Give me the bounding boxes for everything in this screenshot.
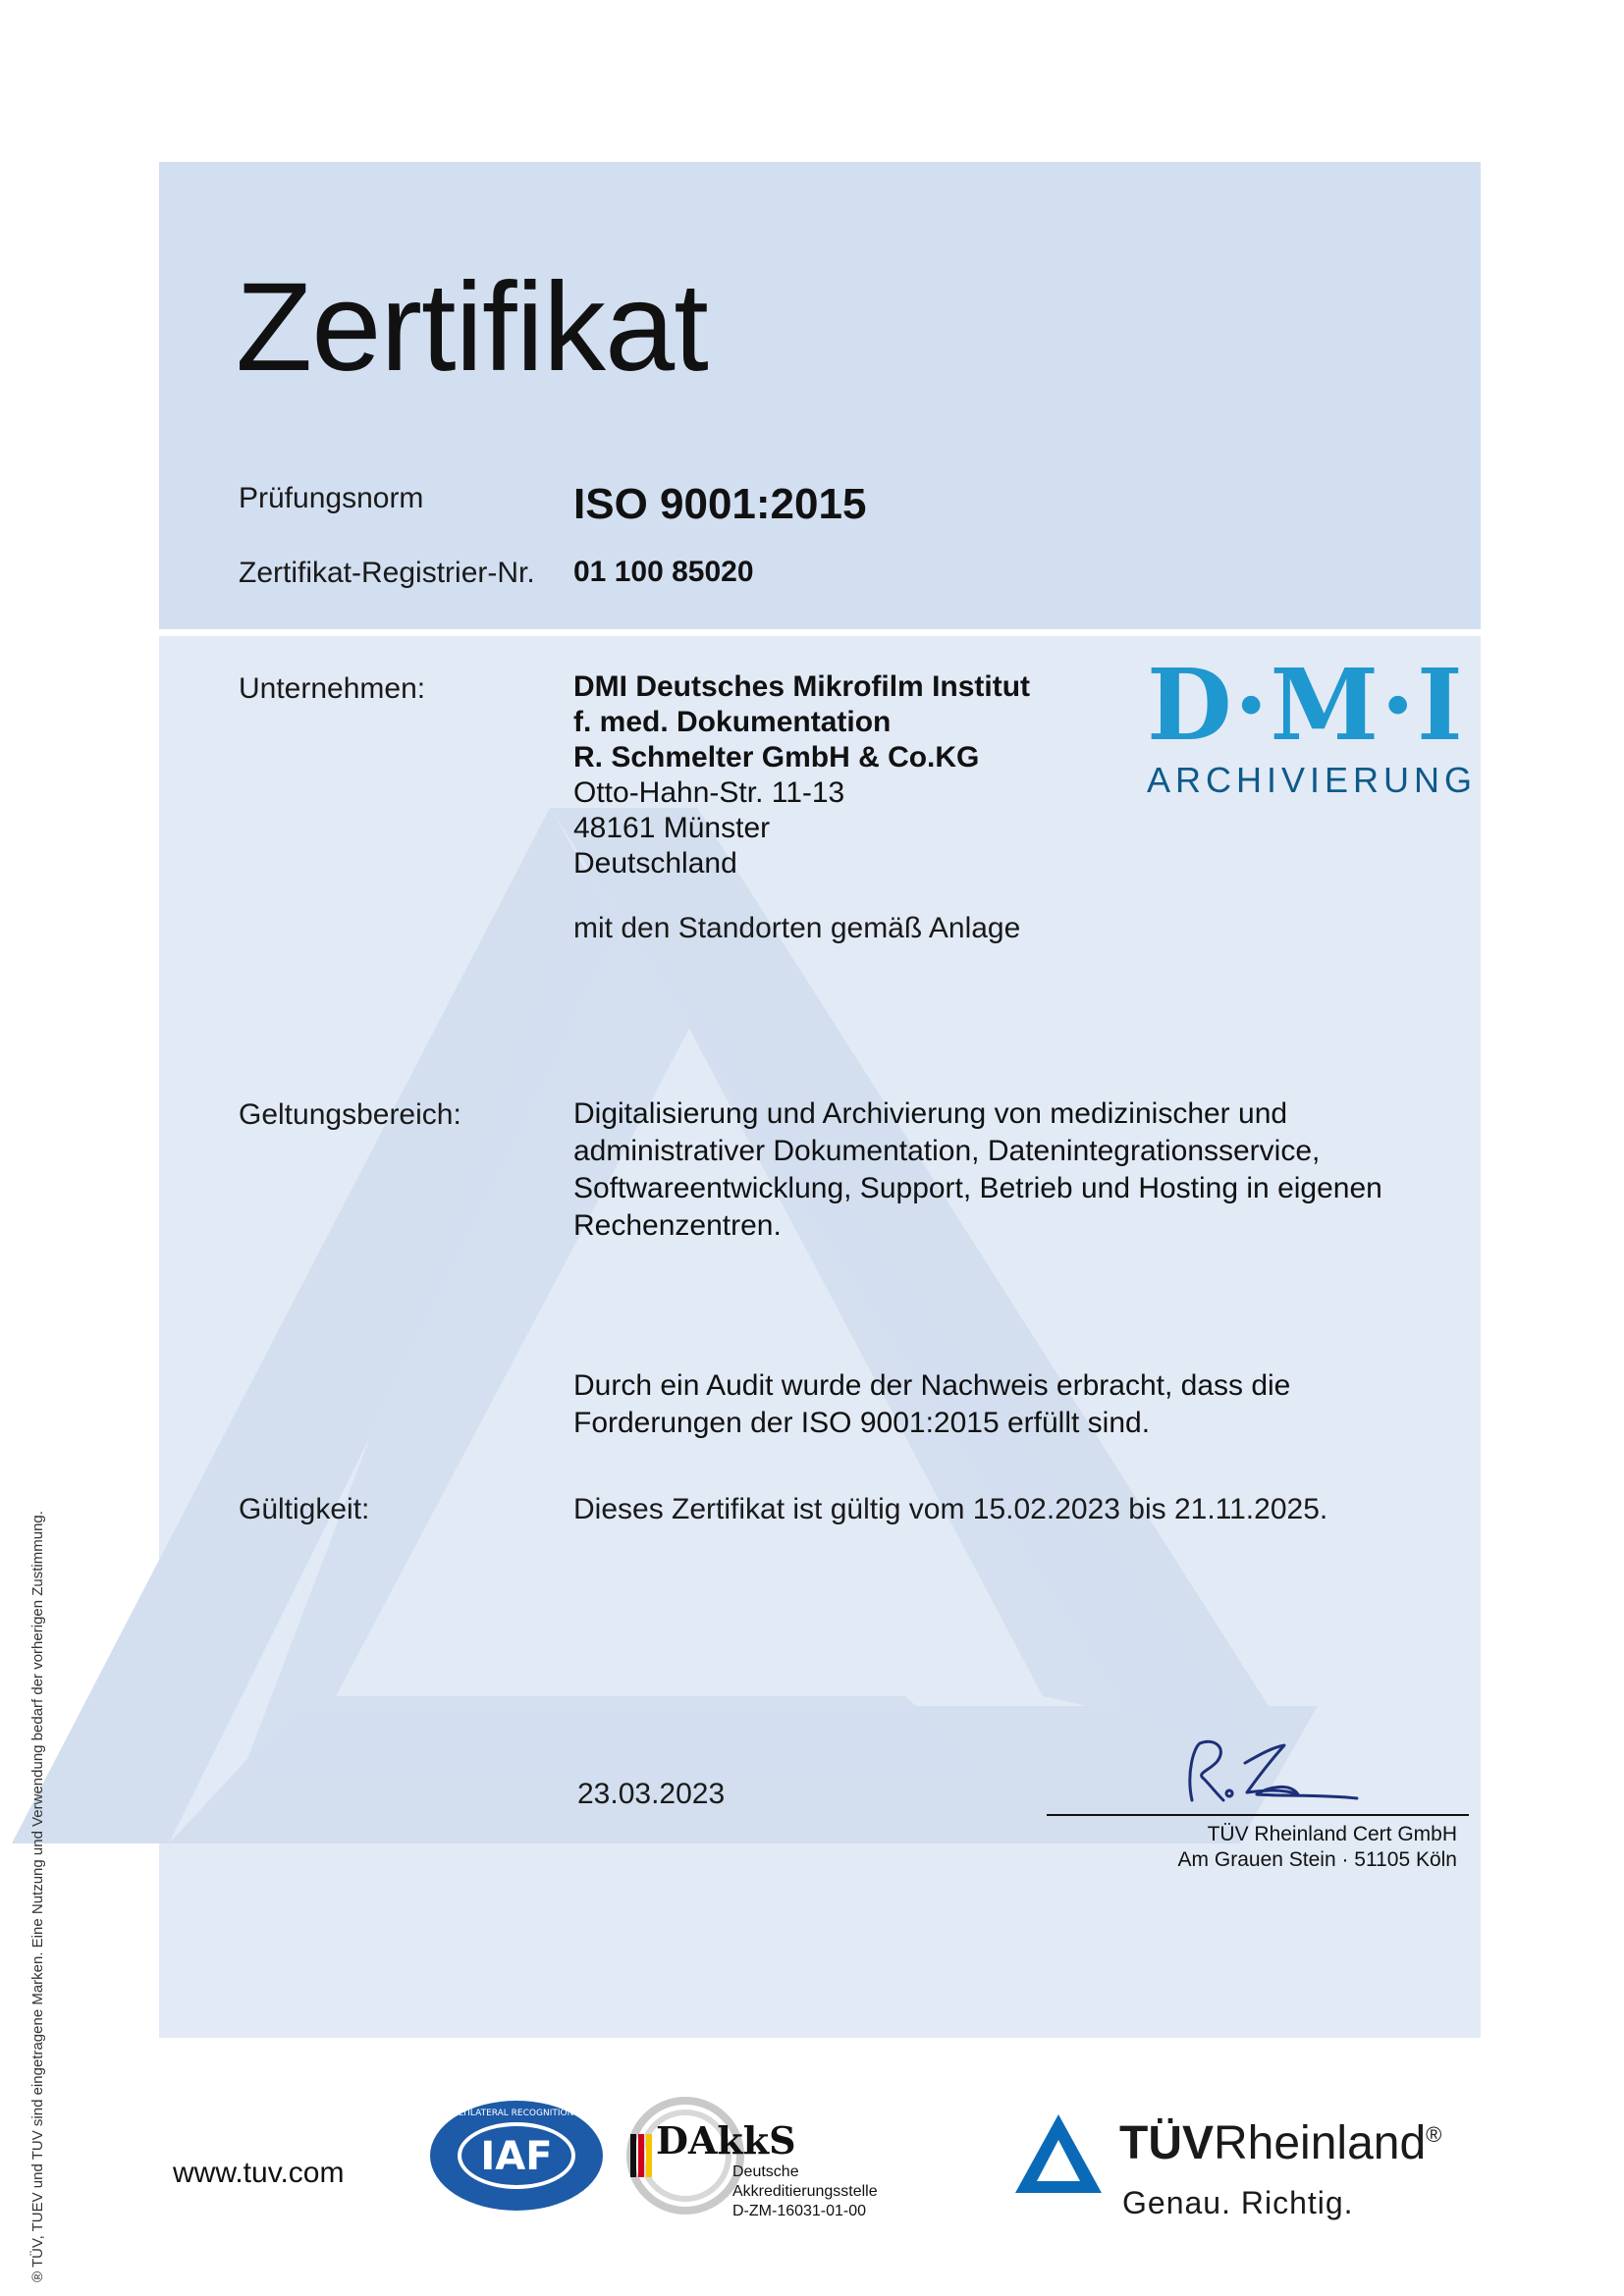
standard-label: Prüfungsnorm [239,482,424,514]
dakks-line: Deutsche [732,2163,799,2180]
tuv-name-regular: Rheinland [1214,2117,1427,2169]
company-address-line: 48161 Münster [573,812,771,844]
company-address-line: Otto-Hahn-Str. 11-13 [573,776,845,809]
tuv-reg-mark: ® [1426,2122,1442,2147]
audit-line: Durch ein Audit wurde der Nachweis erbracht, dass die [573,1369,1291,1402]
tuv-slogan: Genau. Richtig. [1122,2185,1354,2220]
scope-line: Softwareentwicklung, Support, Betrieb und Hosting in eigenen [573,1172,1382,1204]
registration-value: 01 100 85020 [573,556,754,588]
issuer-address: Am Grauen Stein · 51105 Köln [1177,1848,1457,1871]
scope-line: Rechenzentren. [573,1209,782,1242]
tuv-wordmark [1119,2117,1442,2169]
dmi-logo-mark: D·M·I [1147,647,1465,763]
footer-url[interactable]: www.tuv.com [173,2157,345,2189]
issue-date: 23.03.2023 [577,1778,726,1810]
dakks-line: Akkreditierungsstelle [732,2183,878,2200]
trademark-note: ® TÜV, TUEV und TUV sind eingetragene Marken. Eine Nutzung und Verwendung bedarf der vorherigen Zustimmung. [29,1511,46,2282]
iaf-logo [388,2097,645,2215]
tuv-triangle-icon [1011,2110,1106,2199]
scope-line: Digitalisierung und Archivierung von medizinischer und [573,1097,1288,1130]
company-name-line: f. med. Dokumentation [573,706,892,738]
iaf-ring-text: MEMBER OF MULTILATERAL RECOGNITION ARRANGEMENT [388,2109,645,2118]
dakks-abbr: DAkkS [656,2118,796,2163]
scope-label: Geltungsbereich: [239,1098,461,1131]
dmi-logo [1147,647,1478,801]
dakks-text [732,2163,878,2221]
audit-statement [573,1367,1457,1442]
signature-image [1174,1734,1361,1812]
registration-label: Zertifikat-Registrier-Nr. [239,557,535,589]
validity-text: Dieses Zertifikat ist gültig vom 15.02.2023 bis 21.11.2025. [573,1493,1328,1525]
audit-line: Forderungen der ISO 9001:2015 erfüllt sind. [573,1407,1151,1439]
company-label: Unternehmen: [239,672,426,705]
scope-text [573,1095,1457,1245]
issuer-name: TÜV Rheinland Cert GmbH [1207,1823,1457,1845]
validity-label: Gültigkeit: [239,1493,370,1525]
scope-line: administrativer Dokumentation, Datenintegrationsservice, [573,1135,1321,1167]
dakks-line: D-ZM-16031-01-00 [732,2203,867,2219]
company-name-line: DMI Deutsches Mikrofilm Institut [573,670,1031,703]
company-address-line: Deutschland [573,847,737,880]
tuv-name-bold: TÜV [1119,2117,1214,2169]
certificate-title: Zertifikat [236,257,708,398]
iaf-abbr: IAF [480,2134,553,2179]
standard-value: ISO 9001:2015 [573,480,867,528]
company-block [573,669,1030,881]
signature-line [1047,1814,1469,1816]
company-name-line: R. Schmelter GmbH & Co.KG [573,741,980,774]
sites-note: mit den Standorten gemäß Anlage [573,912,1021,944]
dmi-logo-subtitle: ARCHIVIERUNG [1147,760,1478,800]
